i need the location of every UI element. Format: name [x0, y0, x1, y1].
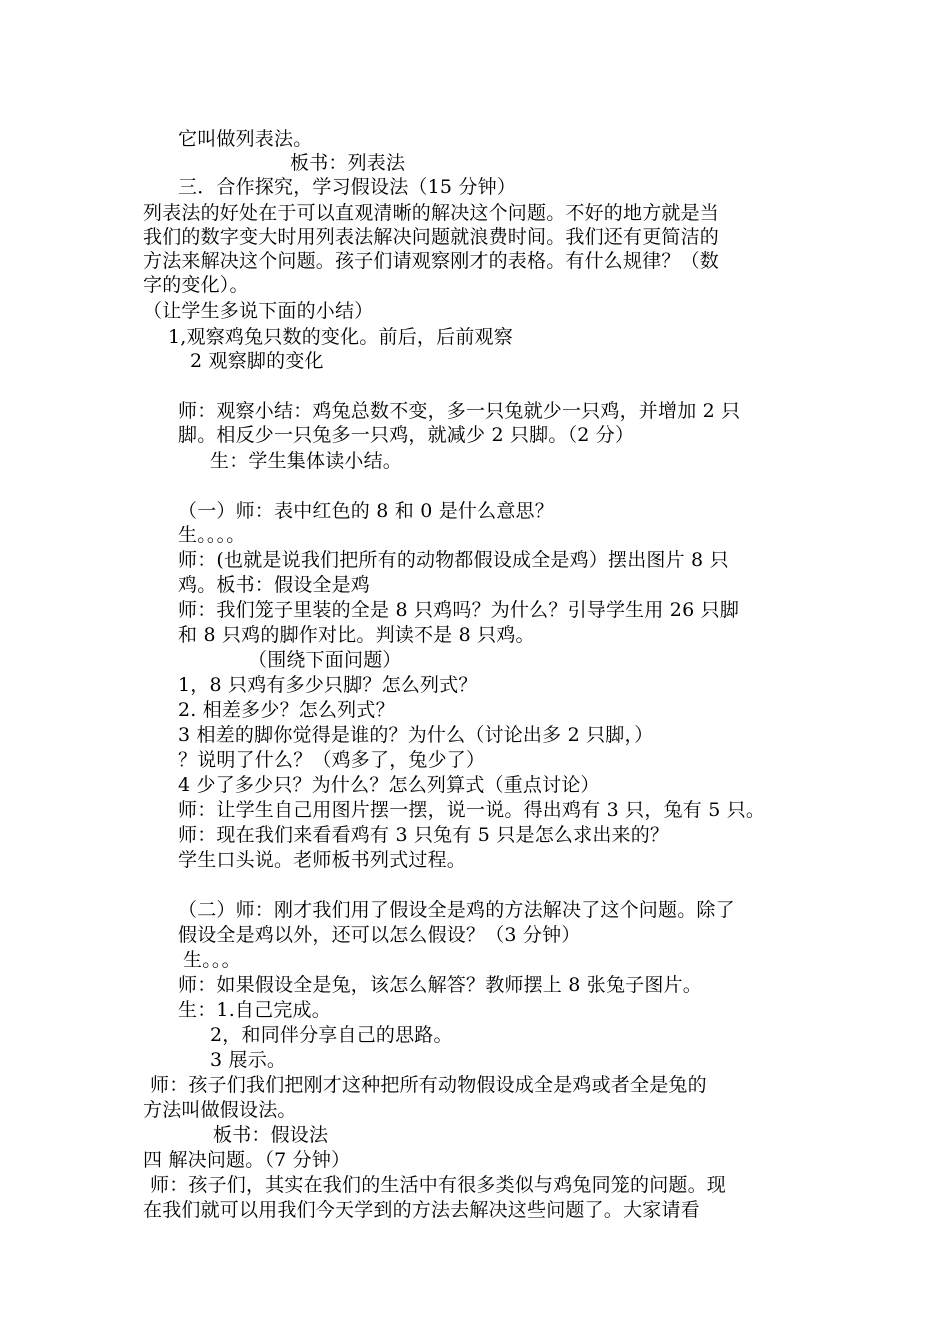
- text-line: 生。。。。: [178, 524, 246, 546]
- text-line: 列表法的好处在于可以直观清晰的解决这个问题。不好的地方就是当: [143, 202, 720, 224]
- text-line: 2，和同伴分享自己的思路。: [210, 1024, 453, 1046]
- text-line: 师：观察小结：鸡兔总数不变，多一只兔就少一只鸡，并增加 2 只: [178, 400, 741, 422]
- text-line: 1,观察鸡兔只数的变化。前后，后前观察: [168, 326, 513, 348]
- text-line: 3 展示。: [210, 1049, 287, 1071]
- board-note: 板书：列表法: [290, 152, 406, 174]
- text-line: 在我们就可以用我们今天学到的方法去解决这些问题了。大家请看: [143, 1199, 700, 1221]
- text-line: 师：我们笼子里装的全是 8 只鸡吗？为什么？引导学生用 26 只脚: [178, 599, 740, 621]
- text-line: 字的变化）。: [143, 274, 249, 296]
- text-line: （围绕下面问题）: [248, 649, 402, 671]
- text-line: 我们的数字变大时用列表法解决问题就浪费时间。我们还有更简洁的: [143, 226, 720, 248]
- text-line: 学生口头说。老师板书列式过程。: [178, 849, 467, 871]
- text-line: 鸡。板书：假设全是鸡: [178, 574, 371, 596]
- text-line: （二）师：刚才我们用了假设全是鸡的方法解决了这个问题。除了: [178, 899, 735, 921]
- text-line: 和 8 只鸡的脚作对比。判读不是 8 只鸡。: [178, 624, 535, 646]
- text-line: 生：1.自己完成。: [178, 999, 331, 1021]
- text-line: 师：孩子们我们把刚才这种把所有动物假设成全是鸡或者全是兔的: [150, 1074, 707, 1096]
- text-line: 3 相差的脚你觉得是谁的？为什么（讨论出多 2 只脚，）: [178, 724, 654, 746]
- board-note: 板书：假设法: [213, 1124, 329, 1146]
- text-line: 2 观察脚的变化: [190, 350, 324, 372]
- text-line: （一）师：表中红色的 8 和 0 是什么意思？: [178, 500, 554, 522]
- section-heading: 三．合作探究，学习假设法（15 分钟）: [178, 176, 517, 198]
- text-line: 它叫做列表法。: [178, 128, 313, 150]
- text-line: 师：现在我们来看看鸡有 3 只兔有 5 只是怎么求出来的？: [178, 824, 670, 846]
- text-line: 1，8 只鸡有多少只脚？怎么列式？: [178, 674, 478, 696]
- text-line: ？说明了什么？（鸡多了，兔少了）: [178, 749, 486, 771]
- text-line: 4 少了多少只？为什么？怎么列算式（重点讨论）: [178, 774, 600, 796]
- text-line: 生：学生集体读小结。: [210, 450, 403, 472]
- text-line: 2. 相差多少？怎么列式？: [178, 699, 395, 721]
- text-line: 脚。相反少一只兔多一只鸡，就减少 2 只脚。（2 分）: [178, 424, 635, 446]
- text-line: 师：(也就是说我们把所有的动物都假设成全是鸡）摆出图片 8 只: [178, 549, 729, 571]
- text-line: 师：如果假设全是兔，该怎么解答？教师摆上 8 张兔子图片。: [178, 974, 702, 996]
- text-line: 方法叫做假设法。: [143, 1099, 297, 1121]
- text-line: 师：孩子们，其实在我们的生活中有很多类似与鸡兔同笼的问题。现: [150, 1174, 727, 1196]
- text-line: （让学生多说下面的小结）: [143, 300, 374, 322]
- text-line: 方法来解决这个问题。孩子们请观察刚才的表格。有什么规律？（数: [143, 250, 720, 272]
- text-line: 生。。。: [183, 949, 241, 971]
- text-line: 师：让学生自己用图片摆一摆，说一说。得出鸡有 3 只，兔有 5 只。: [178, 799, 766, 821]
- section-heading: 四 解决问题。（7 分钟）: [143, 1149, 351, 1171]
- text-line: 假设全是鸡以外，还可以怎么假设？（3 分钟）: [178, 924, 581, 946]
